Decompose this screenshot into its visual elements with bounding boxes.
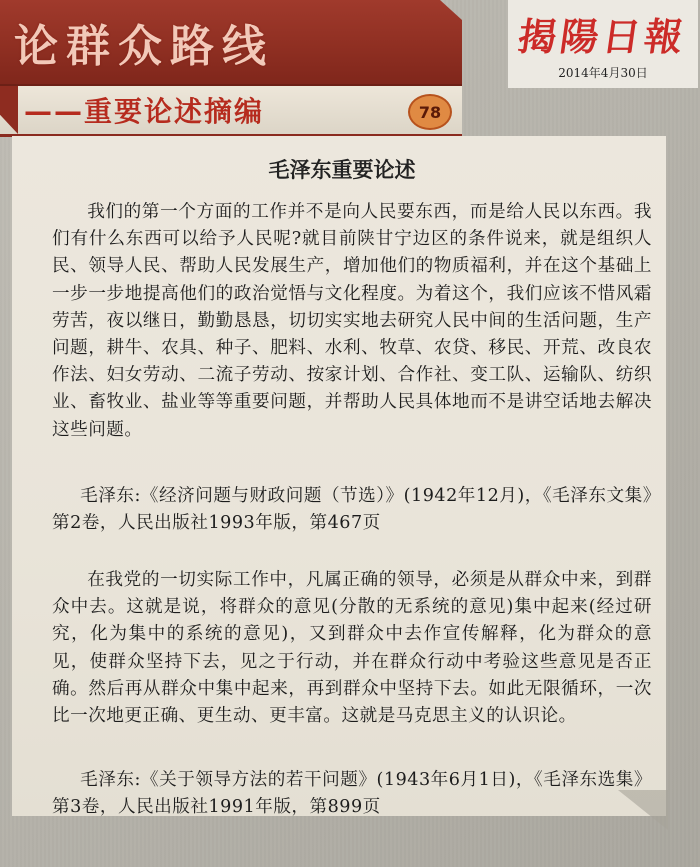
newspaper-logo: 揭陽日報 xyxy=(515,14,690,59)
quote-paragraph-2: 在我党的一切实际工作中，凡属正确的领导，必须是从群众中来，到群众中去。这就是说，将群众的意见(分散的无系统的意见)集中起来(经过研究，化为集中的系统的意见)，又到群众中去作宣传解释，化为群众的意见，使群众坚持下去，见之于行动，并在群众行动中考验这些意见是否正确。然后再从群众中集中起来，再到群众中坚持下去。如此无限循环，一次比一次地更正确、更生动、更丰富。这就是马克思主义的认识论。 xyxy=(52,570,652,727)
citation-2: 毛泽东:《关于领导方法的若干问题》(1943年6月1日)，《毛泽东选集》第3卷，人民出版社1991年版，第899页 xyxy=(52,770,652,818)
citation-1: 毛泽东:《经济问题与财政问题（节选）》(1942年12月)，《毛泽东文集》第2卷，人民出版社1993年版，第467页 xyxy=(52,486,652,534)
quote-paragraph-1: 我们的第一个方面的工作并不是向人民要东西，而是给人民以东西。我们有什么东西可以给予人民呢?就目前陕甘宁边区的条件说来，就是组织人民、领导人民、帮助人民发展生产，增加他们的物质福利，并在这个基础上一步一步地提高他们的政治觉悟与文化程度。为着这个，我们应该不惜风霜劳苦，夜以继日，勤勤恳恳，切切实实地去研究人民中间的生活问题，生产问题，耕牛、农具、种子、肥料、水利、牧草、农贷、移民、开荒、改良农作法、妇女劳动、二流子劳动、按家计划、合作社、变工队、运输队、纺织业、畜牧业、盐业等等重要问题，并帮助人民具体地而不是讲空话地去解决这些问题。 xyxy=(52,202,652,440)
newspaper-masthead xyxy=(508,0,698,88)
issue-number-badge: 78 xyxy=(408,94,452,130)
publication-date: 2014年4月30日 xyxy=(558,66,648,80)
banner-subtitle: ——重要论述摘编 xyxy=(24,95,265,128)
article-heading: 毛泽东重要论述 xyxy=(268,158,416,182)
banner-title: 论群众路线 xyxy=(14,21,274,72)
